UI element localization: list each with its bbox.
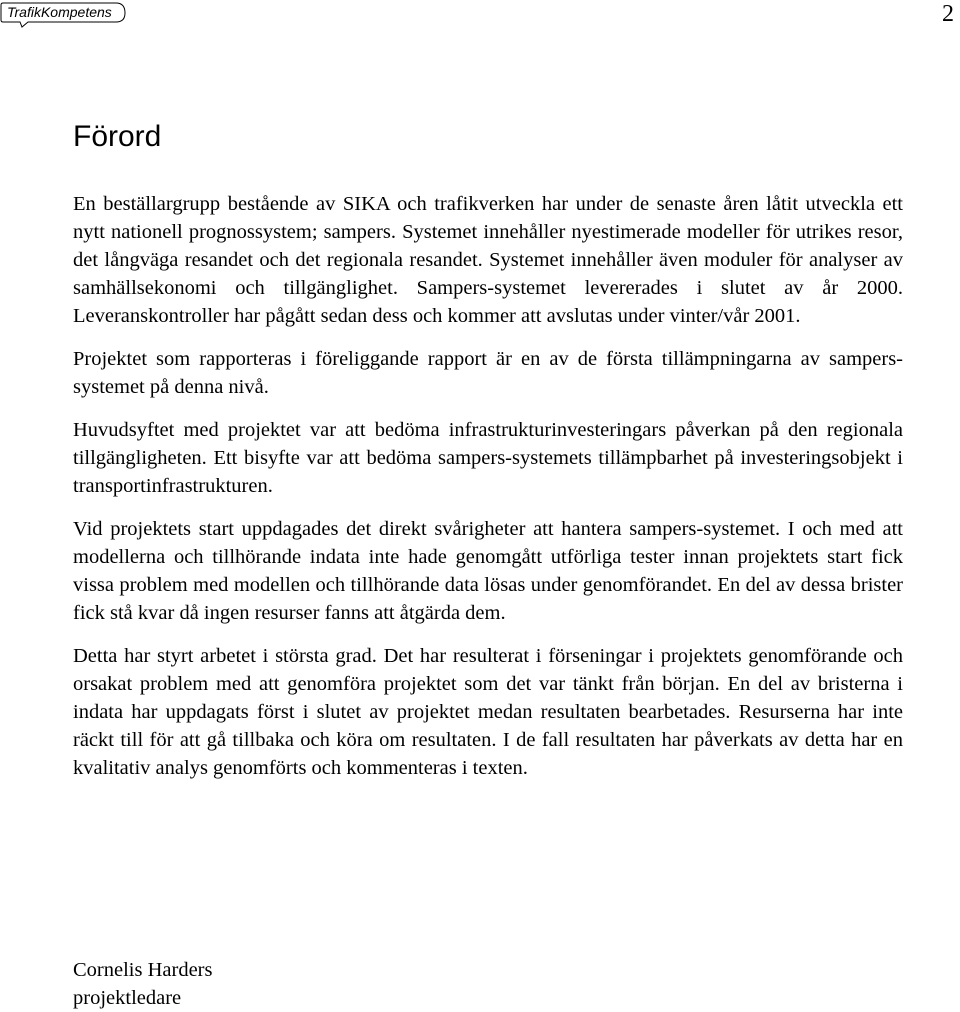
paragraph: Projektet som rapporteras i föreliggande rapport är en av de första tillämpningarna av sampers-systemet på denna nivå.: [73, 348, 903, 398]
paragraph: Huvudsyftet med projektet var att bedöma infrastrukturinvesteringars påverkan på den regionala tillgängligheten. Ett bisyfte var att bedöma sampers-systemets tillämpbarhet på investeringsobjekt i transportinfrastrukturen.: [73, 419, 903, 497]
paragraph: Detta har styrt arbetet i största grad. Det har resulterat i förseningar i projektets genomförande och orsakat problem med att genomföra projektet som det var tänkt från början. En del av bristerna i indata har uppdagats först i slutet av projektet medan resultaten bearbetades. Resurserna har inte räckt till för att gå tillbaka och köra om resultaten. I de fall resultaten har påverkats av detta har en kvalitativ analys genomförts och kommenteras i texten.: [73, 645, 903, 779]
body-text: [73, 190, 903, 797]
paragraph: En beställargrupp bestående av SIKA och trafikverken har under de senaste åren låtit utveckla ett nytt nationell prognossystem; sampers. Systemet innehåller nyestimerade modeller för utrikes resor, det långväga resandet och det regionala resandet. Systemet innehåller även moduler för analyser av samhällsekonomi och tillgänglighet. Sampers-systemet levererades i slutet av år 2000. Leveranskontroller har pågått sedan dess och kommer att avslutas under vinter/vår 2001.: [73, 193, 903, 327]
signature-role: projektledare: [73, 987, 182, 1009]
paragraph: Vid projektets start uppdagades det direkt svårigheter att hantera sampers-systemet. I och med att modellerna och tillhörande indata inte hade genomgått utförliga tester innan projektets start fick vissa problem med modellen och tillhörande data lösas under genomförandet. En del av dessa brister fick stå kvar då ingen resurser fanns att åtgärda dem.: [73, 518, 903, 624]
logo-text: TrafikKompetens: [7, 4, 112, 20]
page-title: Förord: [73, 120, 162, 153]
trafikkompetens-logo: [0, 0, 128, 28]
signature-name: Cornelis Harders: [73, 959, 213, 981]
signature: [73, 956, 212, 1012]
page-number: 2: [942, 1, 954, 27]
